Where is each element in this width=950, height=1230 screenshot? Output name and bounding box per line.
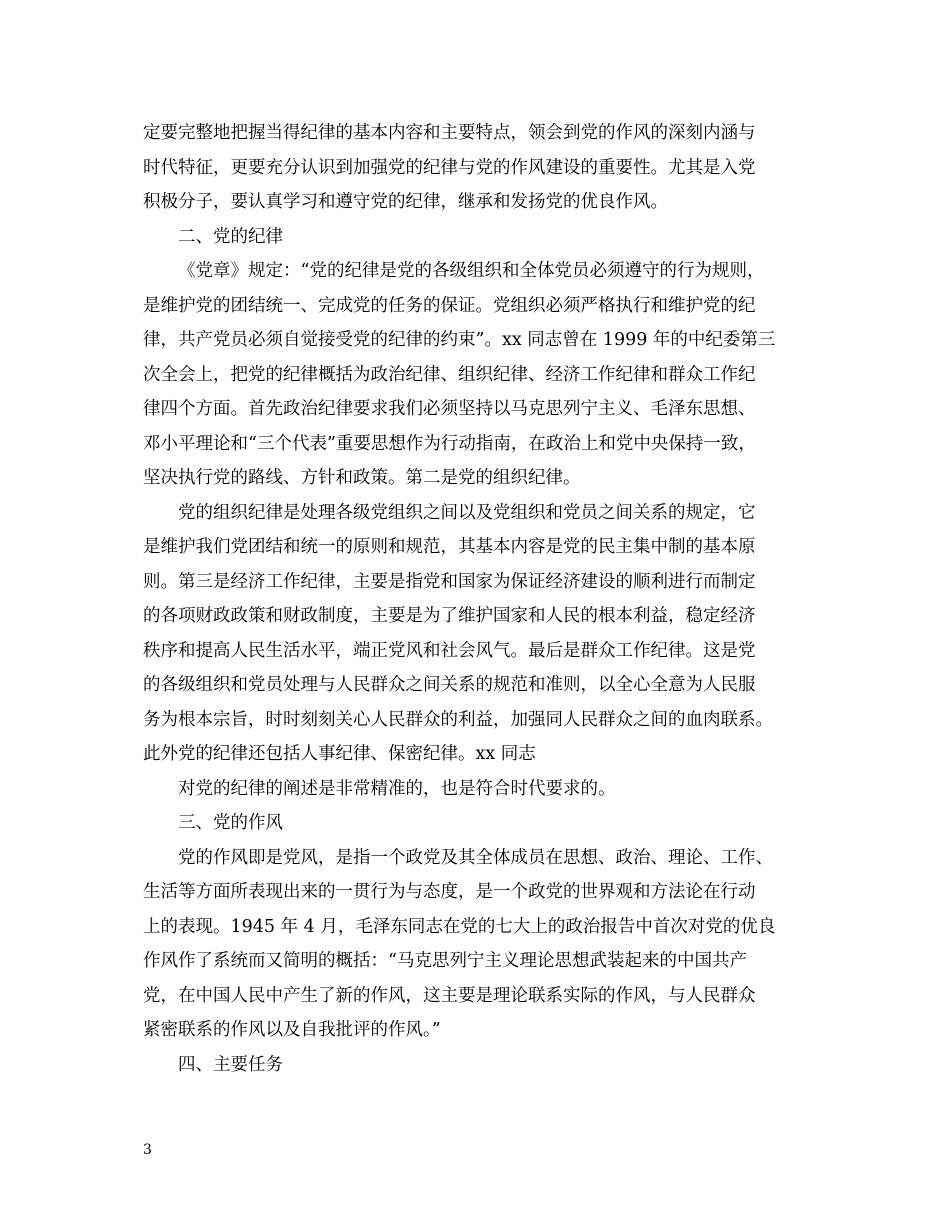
paragraph-line: 紧密联系的作风以及自我批评的作风。” bbox=[143, 1020, 441, 1040]
paragraph-line-indented: 二、党的纪律 bbox=[178, 226, 283, 247]
paragraph-line: 是维护我们党团结和统一的原则和规范，其基本内容是党的民主集中制的基本原 bbox=[143, 537, 756, 557]
paragraph-line: 时代特征，更要充分认识到加强党的纪律与党的作风建设的重要性。尤其是入党 bbox=[143, 157, 756, 178]
page-number: 3 bbox=[143, 1142, 152, 1158]
paragraph-line-indented: 三、党的作风 bbox=[178, 813, 283, 833]
paragraph-line: 此外党的纪律还包括人事纪律、保密纪律。xx 同志 bbox=[143, 744, 536, 764]
paragraph-line: 积极分子，要认真学习和遵守党的纪律，继承和发扬党的优良作风。 bbox=[143, 192, 668, 212]
paragraph-line: 务为根本宗旨，时时刻刻关心人民群众的利益，加强同人民群众之间的血肉联系。 bbox=[143, 709, 773, 730]
paragraph-line: 生活等方面所表现出来的一贯行为与态度，是一个政党的世界观和方法论在行动 bbox=[143, 882, 756, 902]
paragraph-line: 作风作了系统而又简明的概括：“马克思列宁主义理论思想武装起来的中国共产 bbox=[143, 951, 747, 971]
paragraph-line: 是维护党的团结统一、完成党的任务的保证。党组织必须严格执行和维护党的纪 bbox=[143, 295, 756, 316]
paragraph-line-indented: 对党的纪律的阐述是非常精准的，也是符合时代要求的。 bbox=[178, 778, 616, 799]
paragraph-line: 邓小平理论和“三个代表”重要思想作为行动指南，在政治上和党中央保持一致， bbox=[143, 433, 756, 454]
paragraph-line: 则。第三是经济工作纪律，主要是指党和国家为保证经济建设的顺利进行而制定 bbox=[143, 571, 756, 592]
paragraph-line-indented: 四、主要任务 bbox=[178, 1054, 283, 1075]
paragraph-line: 坚决执行党的路线、方针和政策。第二是党的组织纪律。 bbox=[143, 468, 581, 488]
paragraph-line-indented: 党的组织纪律是处理各级党组织之间以及党组织和党员之间关系的规定，它 bbox=[178, 502, 756, 523]
paragraph-line: 上的表现。1945 年 4 月，毛泽东同志在党的七大上的政治报告中首次对党的优良 bbox=[143, 916, 776, 937]
body-text bbox=[143, 116, 821, 1082]
paragraph-line: 次全会上，把党的纪律概括为政治纪律、组织纪律、经济工作纪律和群众工作纪 bbox=[143, 364, 756, 385]
paragraph-line: 秩序和提高人民生活水平，端正党风和社会风气。最后是群众工作纪律。这是党 bbox=[143, 640, 756, 661]
paragraph-line-indented: 《党章》规定：“党的纪律是党的各级组织和全体党员必须遵守的行为规则， bbox=[178, 261, 765, 281]
paragraph-line: 律，共产党员必须自觉接受党的纪律的约束”。xx 同志曾在 1999 年的中纪委第三 bbox=[143, 330, 776, 350]
paragraph-line: 的各项财政政策和财政制度，主要是为了维护国家和人民的根本利益，稳定经济 bbox=[143, 606, 756, 626]
paragraph-line: 律四个方面。首先政治纪律要求我们必须坚持以马克思列宁主义、毛泽东思想、 bbox=[143, 399, 756, 419]
paragraph-line-indented: 党的作风即是党风，是指一个政党及其全体成员在思想、政治、理论、工作、 bbox=[178, 847, 773, 868]
paragraph-line: 党，在中国人民中产生了新的作风，这主要是理论联系实际的作风，与人民群众 bbox=[143, 985, 756, 1006]
paragraph-line: 定要完整地把握当得纪律的基本内容和主要特点，领会到党的作风的深刻内涵与 bbox=[143, 123, 756, 143]
paragraph-line: 的各级组织和党员处理与人民群众之间关系的规范和准则，以全心全意为人民服 bbox=[143, 675, 756, 695]
